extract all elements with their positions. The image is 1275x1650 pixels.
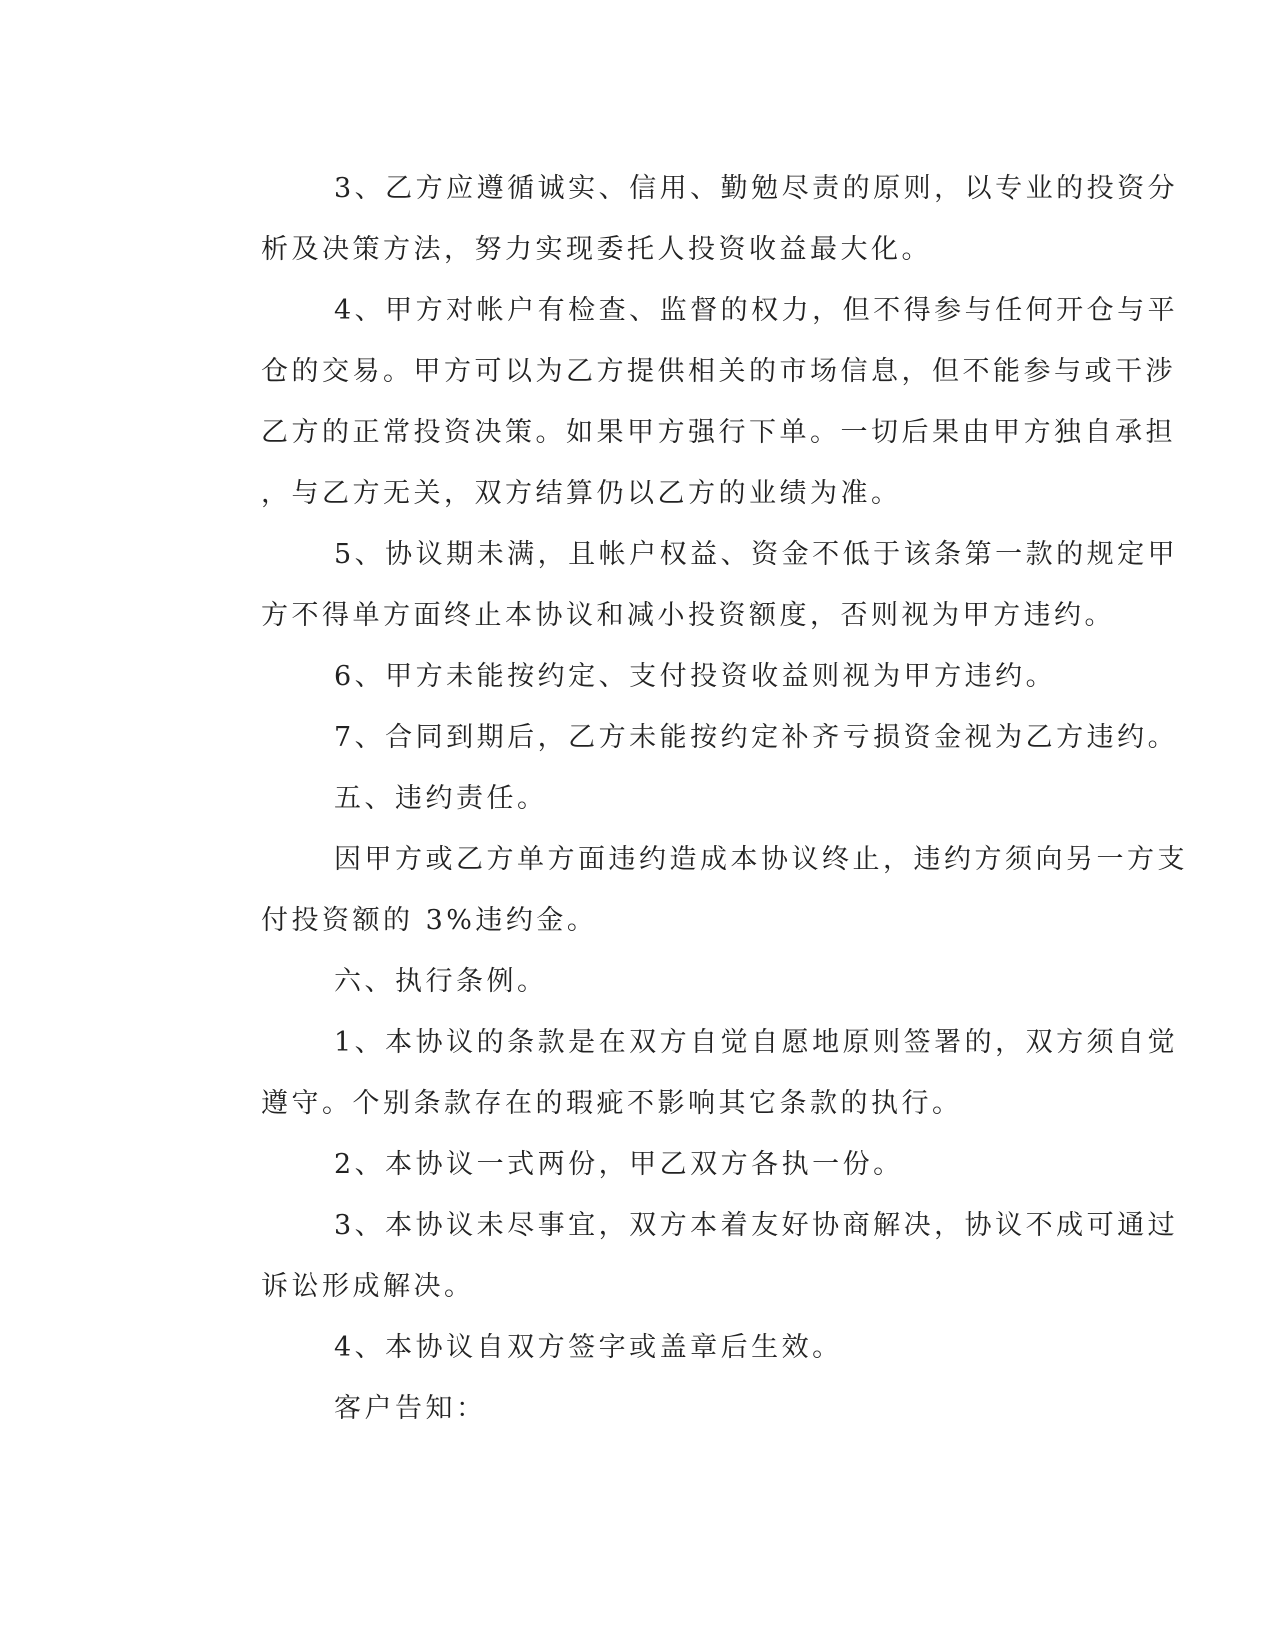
text-line: 方不得单方面终止本协议和减小投资额度，否则视为甲方违约。 <box>261 600 1115 631</box>
clause-6-payment <box>188 646 1078 707</box>
text-line: 7、合同到期后，乙方未能按约定补齐亏损资金视为乙方违约。 <box>334 722 1179 753</box>
section-heading-execution <box>188 951 1078 1012</box>
text-line: 6、甲方未能按约定、支付投资收益则视为甲方违约。 <box>334 661 1057 692</box>
clause-7-expiry <box>188 707 1179 768</box>
execution-clause-4 <box>188 1317 1078 1378</box>
section-heading: 六、执行条例。 <box>334 966 548 997</box>
text-line: 客户告知： <box>334 1393 487 1424</box>
text-line: ，与乙方无关，双方结算仍以乙方的业绩为准。 <box>261 478 902 509</box>
execution-clause-3 <box>188 1195 1179 1317</box>
text-line: 诉讼形成解决。 <box>261 1271 475 1302</box>
customer-notice-label <box>188 1378 1078 1439</box>
text-line: 遵守。个别条款存在的瑕疵不影响其它条款的执行。 <box>261 1088 963 1119</box>
clause-5-termination <box>188 524 1179 646</box>
text-line: 4、本协议自双方签字或盖章后生效。 <box>334 1332 843 1363</box>
text-line: 析及决策方法，努力实现委托人投资收益最大化。 <box>261 234 932 265</box>
text-line: 4、甲方对帐户有检查、监督的权力，但不得参与任何开仓与平 <box>334 295 1179 326</box>
text-line: 1、本协议的条款是在双方自觉自愿地原则签署的，双方须自觉 <box>334 1027 1179 1058</box>
liability-paragraph <box>188 829 1188 951</box>
document-body <box>188 158 1188 1439</box>
execution-clause-2 <box>188 1134 1078 1195</box>
section-heading: 五、违约责任。 <box>334 783 548 814</box>
text-line: 3、本协议未尽事宜，双方本着友好协商解决，协议不成可通过 <box>334 1210 1179 1241</box>
text-line: 2、本协议一式两份，甲乙双方各执一份。 <box>334 1149 904 1180</box>
clause-3-conduct <box>188 158 1179 280</box>
text-line: 乙方的正常投资决策。如果甲方强行下单。一切后果由甲方独自承担 <box>261 417 1176 448</box>
text-line: 因甲方或乙方单方面违约造成本协议终止，违约方须向另一方支 <box>334 844 1188 875</box>
clause-4-supervision <box>188 280 1179 524</box>
section-heading-liability <box>188 768 1078 829</box>
execution-clause-1 <box>188 1012 1179 1134</box>
text-line: 仓的交易。甲方可以为乙方提供相关的市场信息，但不能参与或干涉 <box>261 356 1176 387</box>
text-line: 5、协议期未满，且帐户权益、资金不低于该条第一款的规定甲 <box>334 539 1179 570</box>
text-line: 3、乙方应遵循诚实、信用、勤勉尽责的原则，以专业的投资分 <box>334 173 1179 204</box>
text-line: 付投资额的 3%违约金。 <box>261 905 598 936</box>
